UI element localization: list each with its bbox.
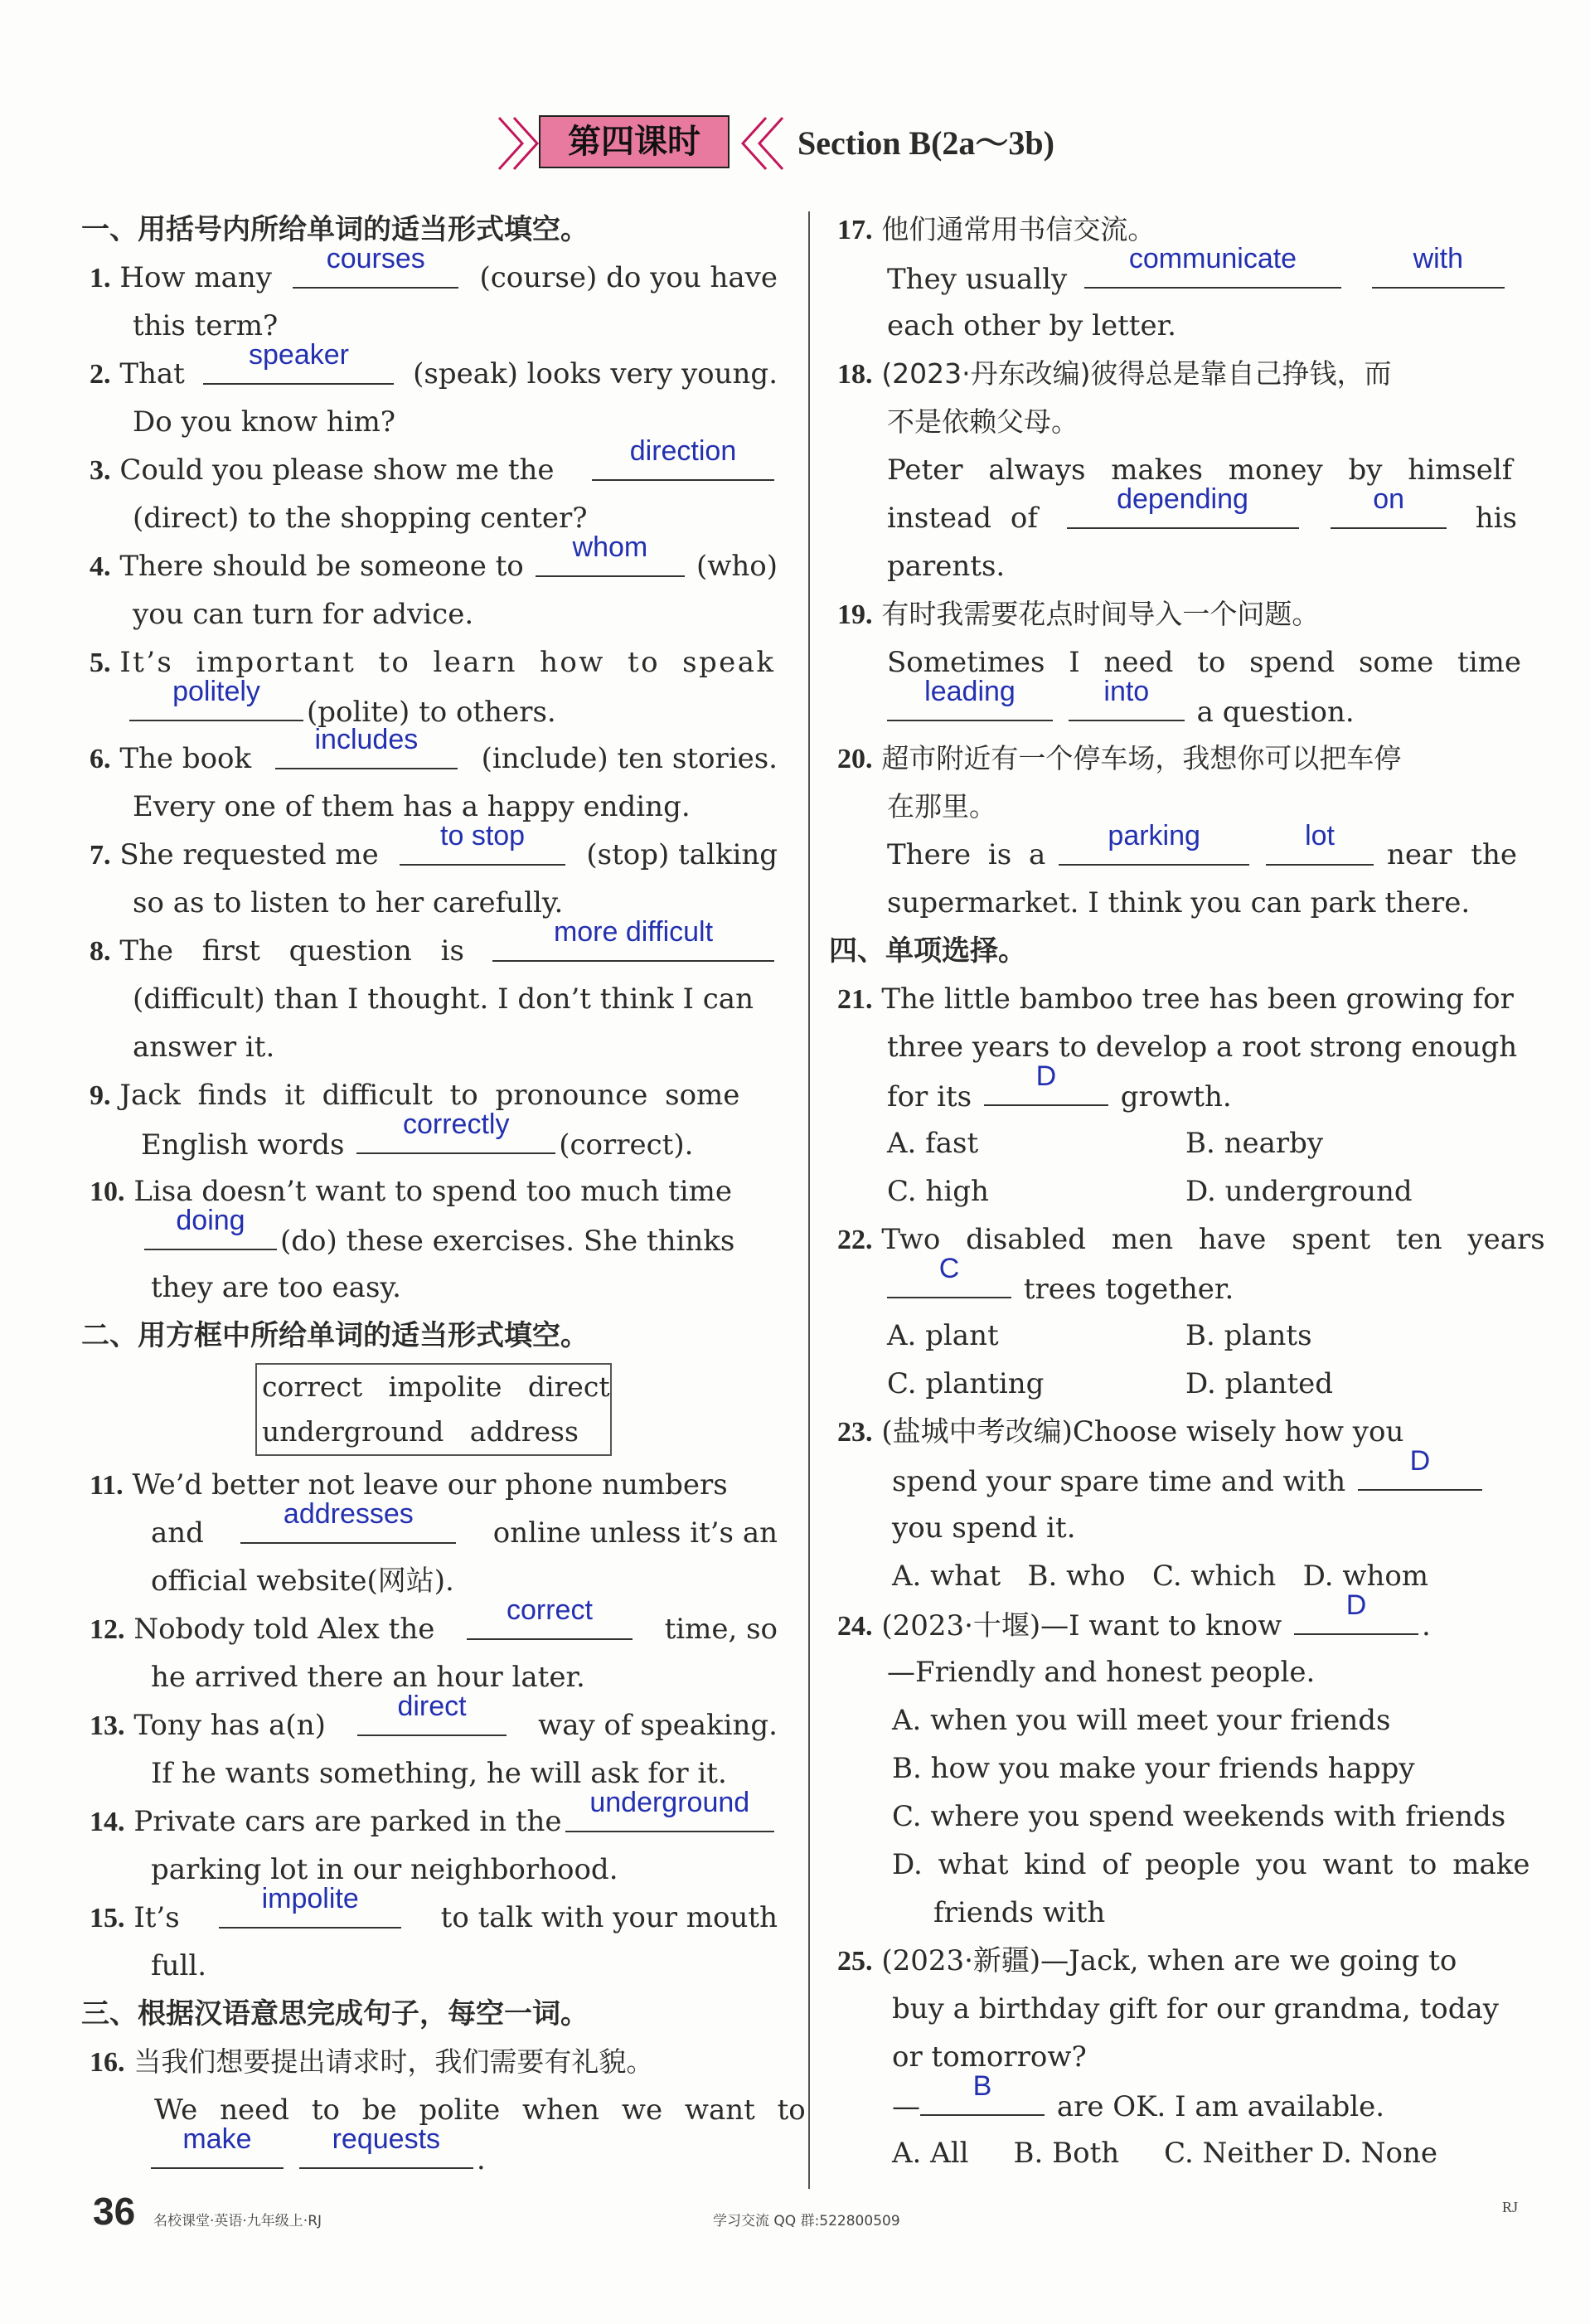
q11-number: 11. (90, 1470, 124, 1501)
section-4-title: 四、单项选择。 (829, 934, 1026, 968)
q12-line1 (90, 1594, 778, 1653)
q22-text-2: trees together. (1023, 1273, 1234, 1306)
q17-chinese: 他们通常用书信交流。 (881, 213, 1156, 245)
q23-text-2: spend your spare time and with (892, 1465, 1346, 1498)
q20-blank-1[interactable] (1059, 820, 1249, 866)
q21-line3 (837, 1060, 1517, 1119)
q22-text: Two disabled men have spent ten years (881, 1223, 1545, 1256)
q20-text: There is a (887, 838, 1046, 871)
q19-chinese: 有时我需要花点时间导入一个问题。 (881, 598, 1320, 630)
q23-options[interactable]: A. what B. who C. which D. whom (892, 1560, 1429, 1593)
q16-answer-2: requests (332, 2123, 441, 2155)
q6-text: The book (119, 742, 252, 775)
q22-option-c[interactable]: C. planting (887, 1367, 1045, 1400)
q7-blank[interactable] (400, 820, 565, 866)
q17-text: They usually (887, 263, 1068, 296)
q24-period: . (1421, 1609, 1431, 1642)
q17-blank-1[interactable] (1084, 243, 1341, 289)
q8-text: The first question is (119, 934, 464, 968)
q16-blank-2[interactable] (299, 2123, 473, 2169)
q20-answer-2: lot (1305, 820, 1336, 851)
q24-option-c[interactable]: C. where you spend weekends with friends (892, 1800, 1506, 1833)
q2-line1 (90, 339, 778, 398)
q21-line2: three years to develop a root strong enough (887, 1031, 1518, 1064)
q12-text-2: time, so (664, 1613, 778, 1646)
q1-text: How many (119, 261, 272, 294)
q23-line2 (837, 1445, 1517, 1504)
q19-line3 (837, 676, 1517, 735)
q18-number: 18. (837, 359, 873, 390)
q24-option-a[interactable]: A. when you will meet your friends (892, 1704, 1391, 1737)
q12-text: Nobody told Alex the (133, 1613, 435, 1646)
q24-blank[interactable] (1294, 1589, 1418, 1635)
q9-number: 9. (90, 1080, 111, 1111)
q8-number: 8. (90, 936, 111, 967)
q17-line2 (837, 243, 1517, 302)
q25-blank[interactable] (920, 2070, 1045, 2116)
q10-line2 (90, 1205, 778, 1264)
q18-blank-2[interactable] (1331, 483, 1447, 529)
q22-options-row-1 (837, 1312, 1517, 1360)
q16-line3 (90, 2123, 778, 2182)
q16-line1 (90, 2038, 778, 2086)
q22-option-b[interactable]: B. plants (1185, 1319, 1312, 1352)
q18-text-2: instead of (887, 502, 1038, 535)
q23-blank[interactable] (1358, 1445, 1482, 1491)
q20-blank-2[interactable] (1266, 820, 1374, 866)
q7-text-2: (stop) talking (586, 838, 778, 871)
q13-number: 13. (90, 1710, 125, 1741)
q25-text: (2023·新疆)—Jack, when are we going to (881, 1944, 1457, 1977)
q2-blank[interactable] (203, 339, 394, 385)
q14-number: 14. (90, 1807, 125, 1837)
q1-line2: this term? (133, 309, 279, 342)
q21-text-4: growth. (1120, 1080, 1232, 1113)
q4-line1 (90, 531, 778, 590)
q21-text-3: for its (887, 1080, 972, 1113)
q20-text-2: near the (1386, 838, 1517, 871)
q6-number: 6. (90, 744, 111, 774)
q22-answer: C (938, 1253, 960, 1284)
q13-text: Tony has a(n) (133, 1709, 326, 1742)
q21-line1 (837, 975, 1517, 1023)
right-column (829, 206, 1545, 2177)
q25-line2: buy a birthday gift for our grandma, today (892, 1992, 1499, 2026)
q10-blank[interactable] (144, 1205, 277, 1250)
q21-option-a[interactable]: A. fast (887, 1127, 979, 1160)
q16-blank-1[interactable] (151, 2123, 284, 2169)
q21-option-d[interactable]: D. underground (1185, 1175, 1413, 1208)
q25-line1 (837, 1937, 1517, 1985)
q13-blank[interactable] (357, 1691, 507, 1736)
q18-line2: 不是依赖父母。 (887, 405, 1079, 438)
q25-line3: or tomorrow? (892, 2040, 1087, 2074)
q16-period: . (476, 2143, 486, 2176)
section-3-title: 三、根据汉语意思完成句子，每空一词。 (81, 1997, 589, 2030)
q25-options[interactable]: A. All B. Both C. Neither D. None (892, 2137, 1437, 2170)
q20-line1 (837, 735, 1517, 783)
q22-option-a[interactable]: A. plant (887, 1319, 999, 1352)
q6-blank[interactable] (275, 724, 458, 769)
q14-blank[interactable] (565, 1787, 774, 1832)
q6-line2: Every one of them has a happy ending. (133, 790, 691, 823)
q13-answer: direct (397, 1691, 467, 1722)
q11-text-2: and (151, 1516, 204, 1550)
q1-line1 (90, 243, 778, 302)
q18-line4 (837, 483, 1517, 542)
q14-line1 (90, 1787, 778, 1846)
q21-options-row-2 (837, 1167, 1517, 1215)
q21-answer: D (1035, 1060, 1057, 1092)
q22-option-d[interactable]: D. planted (1185, 1367, 1334, 1400)
page-number: 36 (93, 2190, 136, 2233)
q12-blank[interactable] (467, 1594, 633, 1640)
q18-line3: Peter always makes money by himself (887, 454, 1513, 487)
q5-blank[interactable] (129, 676, 303, 721)
q1-text-2: (course) do you have (479, 261, 778, 294)
q24-answer: D (1345, 1589, 1367, 1621)
q9-text-3: (correct). (559, 1128, 694, 1162)
q8-line2: (difficult) than I thought. I don’t think I can (133, 982, 754, 1016)
q3-line2: (direct) to the shopping center? (133, 502, 588, 535)
q23-number: 23. (837, 1417, 873, 1448)
q20-line3 (837, 820, 1517, 879)
page-footer (0, 2189, 1590, 2255)
q7-text: She requested me (119, 838, 379, 871)
q21-options-row-1 (837, 1119, 1517, 1167)
q21-text: The little bamboo tree has been growing for (881, 982, 1514, 1016)
q5-text-2: (polite) to others. (307, 696, 556, 729)
q11-answer: addresses (283, 1498, 414, 1530)
q3-text: Could you please show me the (119, 454, 555, 487)
footer-qq-group: 学习交流 QQ 群:522800509 (713, 2213, 900, 2229)
column-divider (808, 211, 810, 2189)
q12-answer: correct (506, 1594, 593, 1626)
q4-answer: whom (572, 531, 648, 563)
q10-answer: doing (176, 1205, 245, 1236)
q24-number: 24. (837, 1611, 873, 1642)
q18-answer-2: on (1373, 483, 1405, 515)
q11-text-3: online unless it’s an (492, 1516, 778, 1550)
q17-number: 17. (837, 215, 873, 245)
q23-answer: D (1409, 1445, 1431, 1477)
q10-number: 10. (90, 1177, 125, 1207)
q3-answer: direction (629, 435, 737, 467)
q15-line2: full. (151, 1949, 207, 1982)
q4-text-2: (who) (696, 550, 778, 583)
q16-number: 16. (90, 2047, 125, 2078)
q8-line1 (90, 916, 778, 975)
q3-blank[interactable] (592, 435, 774, 481)
footer-book-title: 名校课堂·英语·九年级上·RJ (153, 2213, 322, 2229)
q25-text-2: are OK. I am available. (1056, 2090, 1385, 2123)
q19-answer-1: leading (924, 676, 1016, 707)
q1-answer: courses (326, 243, 425, 274)
q22-options-row-2 (837, 1360, 1517, 1408)
q15-blank[interactable] (219, 1883, 401, 1929)
q18-text-3: his (1475, 502, 1517, 535)
q3-line1 (90, 435, 778, 494)
q12-line2: he arrived there an hour later. (151, 1661, 585, 1694)
q23-line3: you spend it. (892, 1511, 1076, 1545)
q4-blank[interactable] (536, 531, 685, 577)
q24-text: (2023·十堰)—I want to know (881, 1609, 1282, 1642)
q22-blank[interactable] (887, 1253, 1011, 1298)
q21-number: 21. (837, 984, 873, 1015)
q10-line3: they are too easy. (151, 1271, 401, 1304)
q16-line2: We need to be polite when we want to (154, 2094, 806, 2127)
q19-text-2: a question. (1196, 696, 1355, 729)
lesson-header (497, 112, 1127, 178)
q16-chinese: 当我们想要提出请求时，我们需要有礼貌。 (133, 2045, 654, 2078)
q6-line1 (90, 724, 778, 783)
q15-text: It’s (133, 1901, 180, 1934)
q8-line3: answer it. (133, 1031, 275, 1064)
q20-line4: supermarket. I think you can park there. (887, 886, 1471, 919)
section-2-title: 二、用方框中所给单词的适当形式填空。 (81, 1319, 589, 1352)
q15-answer: impolite (261, 1883, 359, 1914)
q24-option-d[interactable]: D. what kind of people you want to make (892, 1848, 1530, 1881)
q4-line2: you can turn for advice. (133, 598, 474, 631)
q22-number: 22. (837, 1225, 873, 1255)
q17-line3: each other by letter. (887, 309, 1176, 342)
q7-number: 7. (90, 840, 111, 871)
q1-number: 1. (90, 263, 111, 294)
q24-option-d-cont: friends with (933, 1896, 1106, 1929)
q2-text: That (119, 357, 185, 391)
q6-answer: includes (314, 724, 419, 755)
q11-line2 (90, 1498, 778, 1557)
footer-edition: RJ (1502, 2199, 1519, 2215)
section-1-title: 一、用括号内所给单词的适当形式填空。 (81, 213, 589, 246)
q17-answer-2: with (1413, 243, 1464, 274)
q19-line1 (837, 590, 1517, 638)
q22-line2 (837, 1253, 1517, 1312)
q7-answer: to stop (440, 820, 526, 851)
q9-text-2: English words (141, 1128, 345, 1162)
q13-line2: If he wants something, he will ask for it. (151, 1757, 727, 1790)
q11-blank[interactable] (240, 1498, 456, 1544)
q5-answer: politely (172, 676, 260, 707)
q15-number: 15. (90, 1903, 125, 1933)
q20-answer-1: parking (1108, 820, 1200, 851)
q16-answer-1: make (182, 2123, 252, 2155)
word-box-row-2: underground address (262, 1415, 579, 1448)
lesson-label: 第四课时 (539, 115, 730, 168)
q8-answer: more difficult (553, 916, 714, 948)
q19-blank-2[interactable] (1069, 676, 1185, 721)
q19-line2: Sometimes I need to spend some time (887, 646, 1521, 679)
q18-chinese: (2023·丹东改编)彼得总是靠自己挣钱，而 (881, 357, 1392, 390)
q9-answer: correctly (403, 1109, 510, 1140)
q9-line2 (90, 1109, 778, 1167)
q4-text: There should be someone to (119, 550, 524, 583)
q11-text: We’d better not leave our phone numbers (132, 1468, 728, 1502)
q15-line1 (90, 1883, 778, 1942)
q25-number: 25. (837, 1946, 873, 1977)
q10-text: Lisa doesn’t want to spend too much time (133, 1175, 732, 1208)
q12-number: 12. (90, 1614, 125, 1645)
q25-answer: B (972, 2070, 992, 2102)
q13-line1 (90, 1691, 778, 1749)
q15-text-2: to talk with your mouth (440, 1901, 778, 1934)
q5-number: 5. (90, 648, 111, 678)
q18-line1 (837, 350, 1517, 398)
q2-text-2: (speak) looks very young. (413, 357, 778, 391)
q9-blank[interactable] (356, 1109, 555, 1154)
q20-chinese: 超市附近有一个停车场，我想你可以把车停 (881, 742, 1402, 774)
q18-blank-1[interactable] (1067, 483, 1299, 529)
q3-number: 3. (90, 455, 111, 486)
q4-number: 4. (90, 551, 111, 582)
word-box (255, 1363, 612, 1456)
word-box-row-1: correct impolite direct (262, 1371, 610, 1403)
q7-line2: so as to listen to her carefully. (133, 886, 564, 919)
q11-line3: official website(网站). (151, 1565, 454, 1598)
q17-blank-2[interactable] (1372, 243, 1505, 289)
q13-text-2: way of speaking. (538, 1709, 778, 1742)
q24-line2: —Friendly and honest people. (887, 1656, 1316, 1689)
q17-answer-1: communicate (1128, 243, 1297, 274)
q14-text: Private cars are parked in the (133, 1805, 562, 1838)
q6-text-2: (include) ten stories. (481, 742, 778, 775)
q25-line4 (837, 2070, 1517, 2129)
q10-text-2: (do) these exercises. She thinks (280, 1225, 735, 1258)
right-chevron-decoration (728, 116, 786, 171)
q9-text: Jack finds it difficult to pronounce some (119, 1079, 740, 1112)
q18-line5: parents. (887, 550, 1006, 583)
q1-blank[interactable] (293, 243, 458, 289)
q14-line2: parking lot in our neighborhood. (151, 1853, 618, 1886)
q8-blank[interactable] (492, 916, 774, 962)
q19-answer-2: into (1103, 676, 1150, 707)
q14-answer: underground (589, 1787, 750, 1818)
section-title: Section B(2a～3b) (797, 124, 1054, 162)
q21-option-c[interactable]: C. high (887, 1175, 989, 1208)
q25-dash: — (892, 2090, 920, 2123)
q5-text: It’s important to learn how to speak (119, 646, 776, 679)
q20-number: 20. (837, 744, 873, 774)
q23-text: (盐城中考改编)Choose wisely how you (881, 1415, 1404, 1448)
q21-option-b[interactable]: B. nearby (1185, 1127, 1324, 1160)
q7-line1 (90, 820, 778, 879)
q24-line1 (837, 1589, 1517, 1648)
q21-blank[interactable] (984, 1060, 1108, 1106)
q20-line2: 在那里。 (887, 790, 996, 822)
q19-number: 19. (837, 599, 873, 630)
q2-line2: Do you know him? (133, 405, 396, 439)
q18-answer-1: depending (1117, 483, 1248, 515)
q24-option-b[interactable]: B. how you make your friends happy (892, 1752, 1415, 1785)
q2-answer: speaker (249, 339, 349, 371)
left-column (81, 206, 806, 2182)
q19-blank-1[interactable] (887, 676, 1053, 721)
q2-number: 2. (90, 359, 111, 390)
